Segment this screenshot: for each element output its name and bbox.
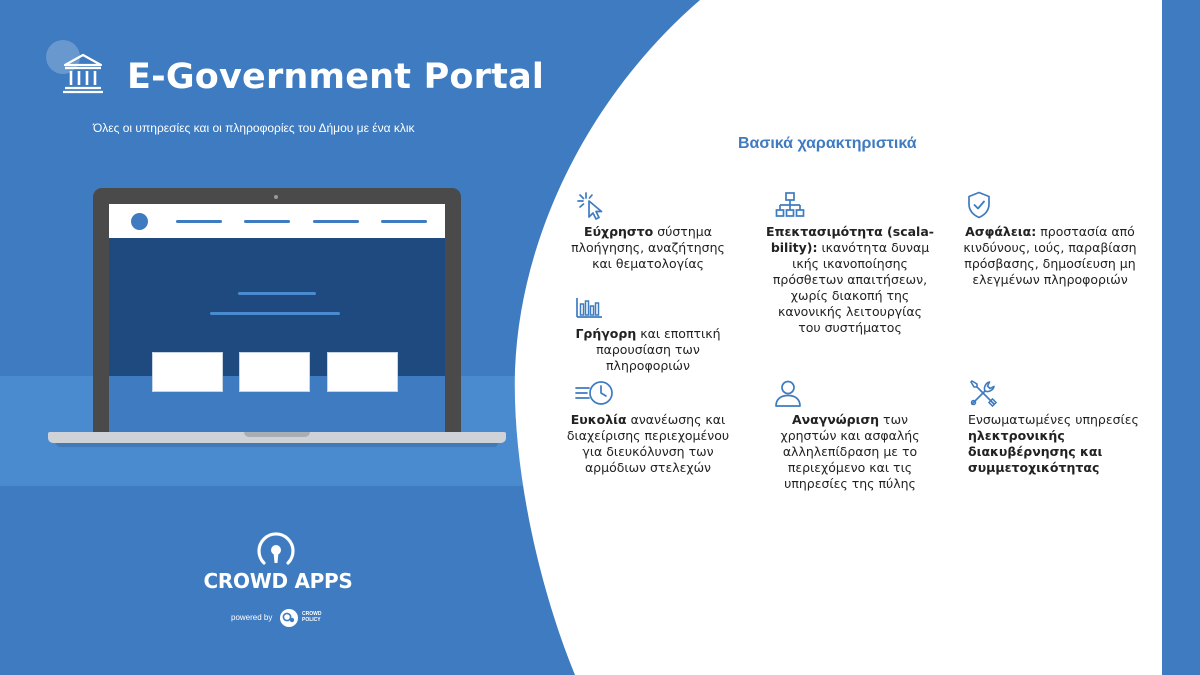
screen-nav-link bbox=[244, 220, 290, 223]
shield-check-icon bbox=[964, 190, 994, 220]
page-title: E-Government Portal bbox=[127, 57, 545, 97]
feature-item bbox=[968, 378, 1144, 476]
feature-highlight: Εύχρηστο bbox=[584, 224, 654, 239]
feature-text: ικανότητα δυναμ ικής ικανοποίησης πρόσθετων απαιτήσεων, χωρίς διακοπή της κανονικής λειτουργίας του συστήματος bbox=[772, 240, 930, 335]
screen-nav-link bbox=[381, 220, 427, 223]
crowdpolicy-logo-icon bbox=[279, 608, 299, 628]
feature-text: ανανέωσης και διαχείρισης περιεχομένου για διευκόλυνση των αρμόδιων στελεχών bbox=[566, 412, 730, 475]
feature-item bbox=[765, 378, 935, 492]
laptop-screen bbox=[109, 204, 445, 432]
feature-highlight: Αναγνώριση bbox=[791, 412, 880, 427]
laptop-camera bbox=[274, 195, 278, 199]
feature-description bbox=[562, 224, 734, 272]
sitemap-icon bbox=[775, 190, 805, 220]
feature-text: των χρηστών και ασφαλής αλληλεπίδραση με το περιεχόμενο και τις υπηρεσίες της πύλης bbox=[780, 412, 920, 491]
feature-highlight: Ασφάλεια: bbox=[965, 224, 1037, 239]
brand-name: CROWD APPS bbox=[203, 569, 353, 593]
screen-card bbox=[152, 352, 223, 392]
screen-text-line bbox=[210, 312, 340, 315]
partner-name-line2: POLICY bbox=[302, 617, 321, 623]
feature-item bbox=[962, 190, 1138, 288]
feature-prefix: Ενσωματωμένες υπηρεσίες bbox=[968, 412, 1139, 427]
features-title: Βασικά χαρακτηριστικά bbox=[738, 135, 917, 152]
feature-item bbox=[562, 292, 734, 374]
right-edge-strip bbox=[1162, 0, 1200, 675]
user-icon bbox=[773, 378, 803, 408]
feature-description bbox=[765, 224, 935, 336]
laptop-shadow bbox=[56, 443, 498, 447]
feature-description bbox=[968, 412, 1144, 476]
feature-highlight: ηλεκτρονικής διακυβέρνησης και συμμετοχικότητας bbox=[968, 428, 1103, 475]
screen-navbar bbox=[109, 204, 445, 238]
clock-list-icon bbox=[574, 378, 616, 408]
partner-name bbox=[302, 611, 332, 623]
screen-nav-link bbox=[313, 220, 359, 223]
screen-card bbox=[239, 352, 310, 392]
laptop-notch bbox=[244, 432, 310, 437]
powered-by-label: powered by bbox=[231, 613, 273, 622]
feature-item bbox=[765, 190, 935, 336]
feature-text: και εποπτική παρουσίαση των πληροφοριών bbox=[596, 326, 721, 373]
feature-highlight: Επεκτασιμότητα (scala-bility): bbox=[766, 224, 934, 255]
feature-description bbox=[962, 224, 1138, 288]
government-building-icon bbox=[62, 52, 104, 94]
feature-description bbox=[765, 412, 935, 492]
tools-icon bbox=[968, 378, 998, 408]
partner-name-line1: CROWD bbox=[302, 611, 322, 617]
screen-heading-line bbox=[238, 292, 316, 295]
screen-logo bbox=[131, 213, 148, 230]
feature-item bbox=[558, 378, 738, 476]
page-subtitle: Όλες οι υπηρεσίες και οι πληροφορίες του Δήμου με ένα κλικ bbox=[93, 121, 415, 135]
feature-item bbox=[562, 190, 734, 272]
feature-description bbox=[562, 326, 734, 374]
screen-nav-link bbox=[176, 220, 222, 223]
screen-card bbox=[327, 352, 398, 392]
feature-description bbox=[558, 412, 738, 476]
cursor-click-icon bbox=[576, 190, 606, 220]
feature-text: προστασία από κινδύνους, ιούς, παραβίαση πρόσβασης, δημοσίευση μη ελεγμένων πληροφοριών bbox=[963, 224, 1137, 287]
feature-text: σύστημα πλοήγησης, αναζήτησης και θεματολογίας bbox=[571, 224, 725, 271]
feature-highlight: Γρήγορη bbox=[575, 326, 637, 341]
laptop-illustration bbox=[48, 188, 506, 450]
bar-chart-icon bbox=[574, 292, 604, 322]
feature-highlight: Ευκολία bbox=[570, 412, 627, 427]
laptop-lid bbox=[93, 188, 461, 432]
